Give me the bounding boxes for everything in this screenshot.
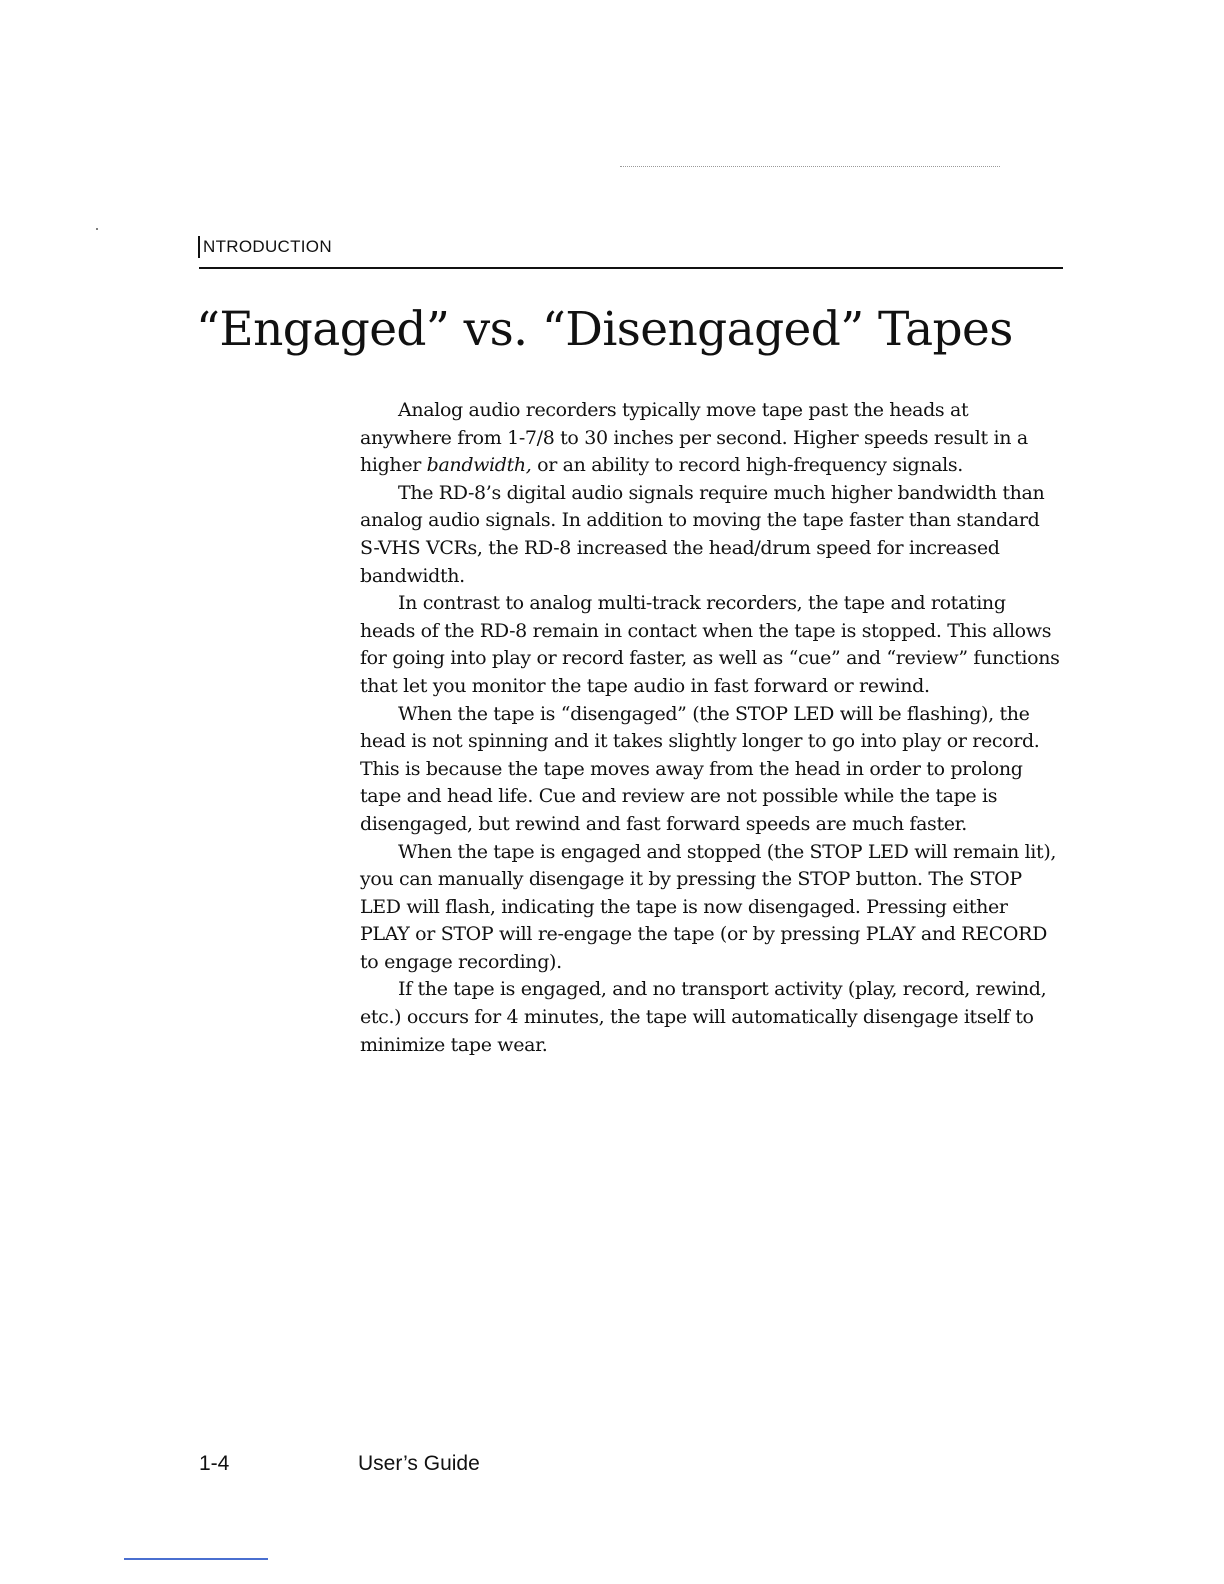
scan-artifact-dots — [620, 166, 1000, 167]
header-initial-bar — [198, 236, 200, 258]
footer-guide-label: User’s Guide — [358, 1452, 480, 1475]
paragraph-5: When the tape is engaged and stopped (the STOP LED will remain lit), you can manually disengage it by pressing the STOP button. The STOP LED will flash, indicating the tape is now disengaged. Pressing either PLAY or STOP will re-engage the tape (or by pressing PLAY and RECORD to engage recording). — [360, 840, 1057, 973]
paragraph-6: If the tape is engaged, and no transport activity (play, record, rewind, etc.) occurs for 4 minutes, the tape will automatically disengage itself to minimize tape wear. — [360, 978, 1047, 1056]
section-header-label: NTRODUCTION — [203, 237, 332, 256]
paragraph-1-after: or an ability to record high-frequency signals. — [531, 454, 963, 477]
body-text — [360, 397, 1060, 1059]
paragraph-3: In contrast to analog multi-track recorders, the tape and rotating heads of the RD-8 remain in contact when the tape is stopped. This allows for going into play or record faster, as well as “cue” and “review” functions that let you monitor the tape audio in fast forward or rewind. — [360, 592, 1060, 697]
section-header — [198, 236, 332, 258]
scan-artifact-speck — [96, 228, 98, 230]
page-title: “Engaged” vs. “Disengaged” Tapes — [196, 302, 1013, 357]
paragraph-1 — [360, 397, 1060, 480]
footer-page-number: 1-4 — [199, 1452, 230, 1475]
paragraph-4: When the tape is “disengaged” (the STOP LED will be flashing), the head is not spinning and it takes slightly longer to go into play or record. This is because the tape moves away from the head in order to prolong tape and head life. Cue and review are not possible while the tape is disengaged, but rewind and fast forward speeds are much faster. — [360, 702, 1040, 835]
section-rule — [199, 267, 1063, 269]
scan-artifact-stripe — [124, 1558, 268, 1560]
paragraph-1-before: Analog audio recorders typically move tape past the heads at anywhere from 1-7/8 to 30 inches per second. Higher speeds result in a higher — [360, 399, 1028, 477]
paragraph-2: The RD-8’s digital audio signals require much higher bandwidth than analog audio signals. In addition to moving the tape faster than standard S-VHS VCRs, the RD-8 increased the head/drum speed for increased bandwidth. — [360, 481, 1045, 587]
paragraph-1-emphasis: bandwidth, — [426, 454, 532, 477]
